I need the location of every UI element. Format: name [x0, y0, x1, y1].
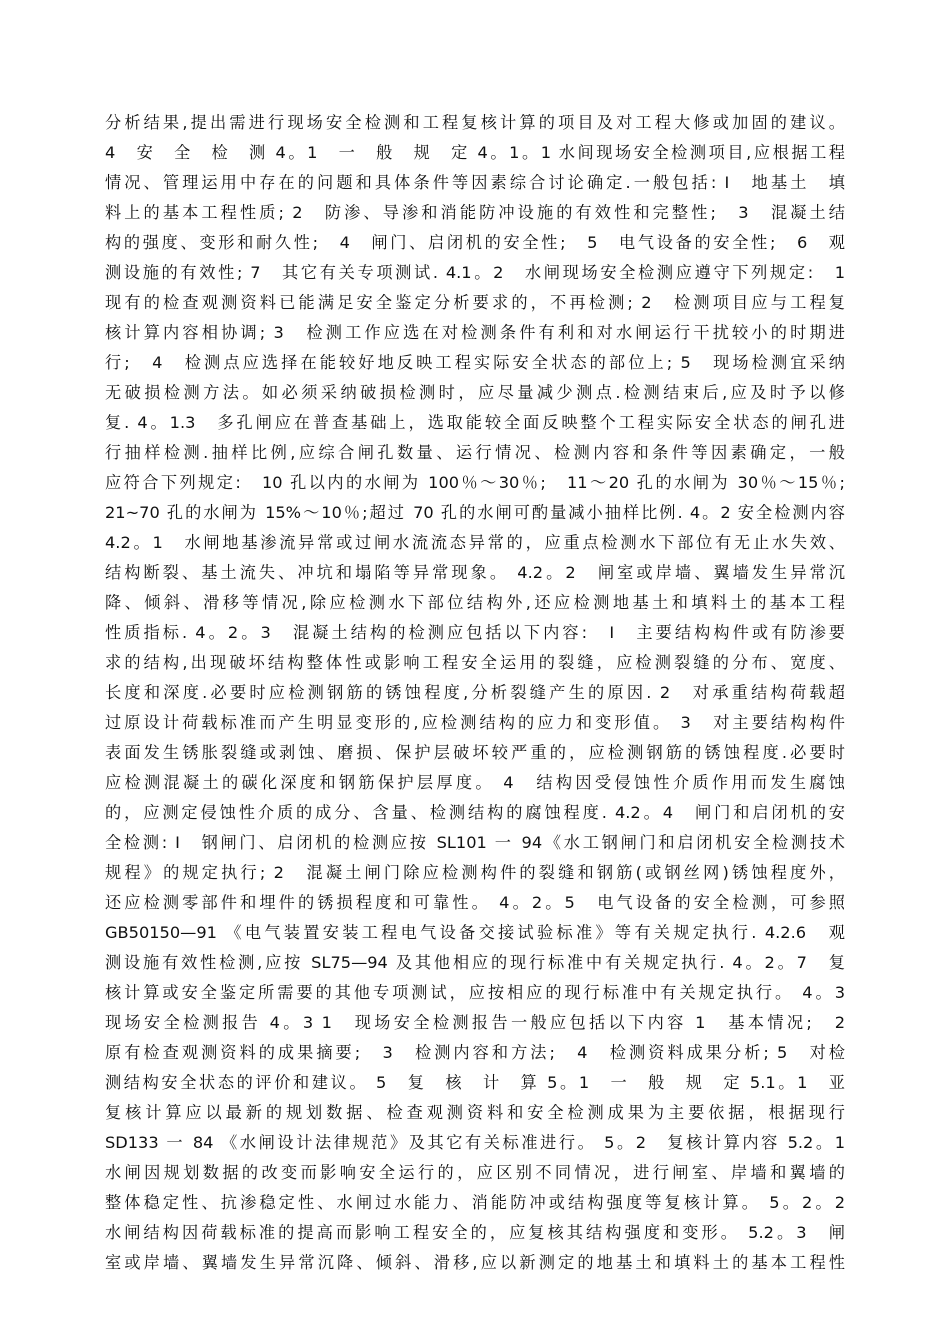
- text-line: 结构断裂、基土流失、冲坑和塌陷等异常现象。 4.2。2 闸室或岸墙、翼墙发生异常沉: [105, 563, 845, 582]
- text-line: 现有的检查观测资料已能满足安全鉴定分析要求的，不再检测; 2 检测项目应与工程复: [105, 293, 845, 312]
- text-line: 无破损检测方法。如必须采纳破损检测时，应尽量减少测点.检测结束后,应及时予以修: [105, 383, 845, 402]
- text-line: 应检测混凝土的碳化深度和钢筋保护层厚度。 4 结构因受侵蚀性介质作用而发生腐蚀: [105, 773, 845, 792]
- text-line: 情况、管理运用中存在的问题和具体条件等因素综合讨论确定.一般包括: I 地基土 填: [105, 173, 845, 192]
- text-line: 水闸因规划数据的改变而影响安全运行的，应区别不同情况，进行闸室、岸墙和翼墙的: [105, 1163, 845, 1182]
- text-line: 表面发生锈胀裂缝或剥蚀、磨损、保护层破坏较严重的，应检测钢筋的锈蚀程度.必要时: [105, 743, 845, 762]
- document-body: [105, 108, 845, 1278]
- text-line: 复. 4。1.3 多孔闸应在普查基础上，选取能较全面反映整个工程实际安全状态的闸孔进: [105, 413, 845, 432]
- text-line: 还应检测零部件和埋件的锈损程度和可靠性。 4。2。5 电气设备的安全检测，可参照: [105, 893, 845, 912]
- text-line: 21~70 孔的水闸为 15%～10％;超过 70 孔的水闸可酌量减小抽样比例. 4。2 安全检测内容: [105, 503, 845, 522]
- text-line: 求的结构,出现破坏结构整体性或影响工程安全运用的裂缝，应检测裂缝的分布、宽度、: [105, 653, 845, 672]
- text-line: 行抽样检测.抽样比例,应综合闸孔数量、运行情况、检测内容和条件等因素确定，一般: [105, 443, 845, 462]
- text-line: 水闸结构因荷载标准的提高而影响工程安全的，应复核其结构强度和变形。 5.2。3 闸: [105, 1223, 845, 1242]
- text-line: 性质指标. 4。2。3 混凝土结构的检测应包括以下内容: I 主要结构构件或有防渗要: [105, 623, 845, 642]
- text-line: 全检测: I 钢闸门、启闭机的检测应按 SL101 一 94《水工钢闸门和启闭机安全检测技术: [105, 833, 845, 852]
- text-line: 现场安全检测报告 4。3 1 现场安全检测报告一般应包括以下内容 1 基本情况; 2: [105, 1013, 845, 1032]
- text-line: 整体稳定性、抗渗稳定性、水闸过水能力、消能防冲或结构强度等复核计算。 5。2。2: [105, 1193, 845, 1212]
- text-line: 4 安 全 检 测 4。1 一 般 规 定 4。1。1 水间现场安全检测项目,应根据工程: [105, 143, 845, 162]
- text-line: 行; 4 检测点应选择在能较好地反映工程实际安全状态的部位上; 5 现场检测宜采纳: [105, 353, 845, 372]
- text-line: 的，应测定侵蚀性介质的成分、含量、检测结构的腐蚀程度. 4.2。4 闸门和启闭机的安: [105, 803, 845, 822]
- text-line: 复核计算应以最新的规划数据、检查观测资料和安全检测成果为主要依据，根据现行: [105, 1103, 845, 1122]
- text-line: 核计算或安全鉴定所需要的其他专项测试，应按相应的现行标准中有关规定执行。 4。3: [105, 983, 845, 1002]
- text-line: 应符合下列规定: 10 孔以内的水闸为 100％～30％; 11～20 孔的水闸为 30％～15％;: [105, 473, 845, 492]
- text-line: 料上的基本工程性质; 2 防渗、导渗和消能防冲设施的有效性和完整性; 3 混凝土结: [105, 203, 845, 222]
- text-line: 原有检查观测资料的成果摘要; 3 检测内容和方法; 4 检测资料成果分析; 5 对检: [105, 1043, 845, 1062]
- text-line: 测设施有效性检测,应按 SL75—94 及其他相应的现行标准中有关规定执行. 4。2。7 复: [105, 953, 845, 972]
- text-line: SD133 一 84 《水闸设计法律规范》及其它有关标准进行。 5。2 复核计算内容 5.2。1: [105, 1133, 845, 1152]
- text-line: 测设施的有效性; 7 其它有关专项测试. 4.1。2 水闸现场安全检测应遵守下列规定: 1: [105, 263, 845, 282]
- text-line: 规程》的规定执行; 2 混凝土闸门除应检测构件的裂缝和钢筋(或钢丝网)锈蚀程度外，: [105, 863, 845, 882]
- text-line: 4.2。1 水闸地基渗流异常或过闸水流流态异常的，应重点检测水下部位有无止水失效、: [105, 533, 845, 552]
- text-line: 降、倾斜、滑移等情况,除应检测水下部位结构外,还应检测地基土和填料土的基本工程: [105, 593, 845, 612]
- text-line: 长度和深度.必要时应检测钢筋的锈蚀程度,分析裂缝产生的原因. 2 对承重结构荷载超: [105, 683, 845, 702]
- text-line: 核计算内容相协调; 3 检测工作应选在对检测条件有利和对水闸运行干扰较小的时期进: [105, 323, 845, 342]
- text-line: 室或岸墙、翼墙发生异常沉降、倾斜、滑移,应以新测定的地基土和填料土的基本工程性: [105, 1253, 845, 1272]
- text-line: GB50150—91 《电气装置安装工程电气设备交接试验标准》等有关规定执行. 4.2.6 观: [105, 923, 845, 942]
- text-line: 构的强度、变形和耐久性; 4 闸门、启闭机的安全性; 5 电气设备的安全性; 6 观: [105, 233, 845, 252]
- text-line: 过原设计荷载标准而产生明显变形的,应检测结构的应力和变形值。 3 对主要结构构件: [105, 713, 845, 732]
- text-line: 测结构安全状态的评价和建议。 5 复 核 计 算 5。1 一 般 规 定 5.1。1 亚: [105, 1073, 845, 1092]
- text-line: 分析结果,提出需进行现场安全检测和工程复核计算的项目及对工程大修或加固的建议。: [105, 113, 845, 132]
